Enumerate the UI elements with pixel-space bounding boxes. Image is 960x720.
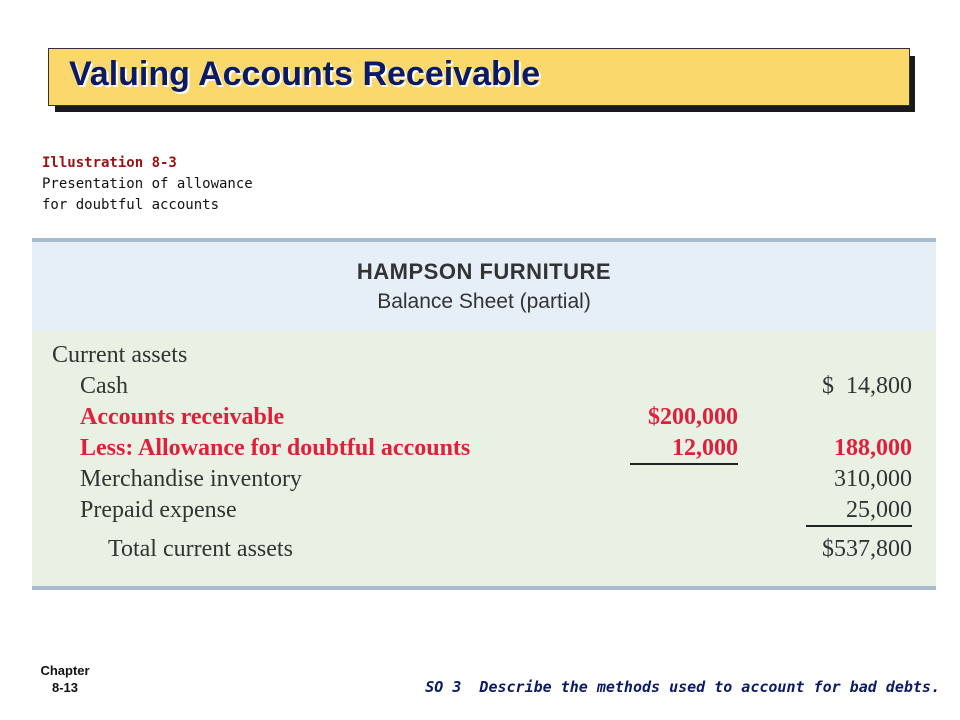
company-name: HAMPSON FURNITURE — [356, 259, 612, 284]
chapter-page: 8-13 — [51, 680, 79, 695]
row-label: Accounts receivable — [80, 404, 285, 430]
total-row — [32, 536, 936, 567]
subtotal-underline — [630, 463, 738, 465]
row-label: Merchandise inventory — [80, 466, 302, 492]
row-amount-col2: 310,000 — [834, 466, 912, 492]
row-amount-col1: $200,000 — [648, 404, 738, 430]
row-label: Less: Allowance for doubtful accounts — [80, 435, 471, 461]
row-label: Cash — [80, 373, 128, 399]
table-row — [32, 435, 936, 466]
slide-title: Valuing Accounts Receivable — [69, 55, 541, 93]
row-amount-col2: 188,000 — [834, 435, 912, 461]
title-banner — [48, 48, 910, 106]
caption-line-1: Presentation of allowance — [42, 176, 253, 192]
study-objective: SO 3 Describe the methods used to account for bad debts. — [425, 678, 940, 696]
table-row — [32, 373, 936, 404]
balance-sheet-rows — [32, 342, 936, 567]
row-amount-col1: 12,000 — [672, 435, 738, 461]
caption-line-2: for doubtful accounts — [42, 197, 220, 213]
table-row — [32, 497, 936, 528]
statement-title: Balance Sheet (partial) — [377, 290, 591, 313]
balance-sheet-header — [32, 242, 936, 330]
row-amount-col2: $ 14,800 — [822, 373, 912, 399]
section-heading-row — [32, 342, 936, 373]
section-heading: Current assets — [52, 342, 188, 368]
row-amount-col2: 25,000 — [846, 497, 912, 523]
table-row — [32, 466, 936, 497]
table-row — [32, 404, 936, 435]
total-value: $537,800 — [822, 536, 912, 562]
balance-sheet-panel — [32, 238, 936, 590]
row-label: Prepaid expense — [80, 497, 237, 523]
chapter-label: Chapter — [40, 663, 90, 678]
total-underline — [806, 525, 912, 527]
illustration-number: Illustration 8-3 — [42, 155, 177, 171]
illustration-caption — [42, 153, 253, 216]
total-label: Total current assets — [108, 536, 293, 562]
chapter-marker — [30, 662, 100, 696]
